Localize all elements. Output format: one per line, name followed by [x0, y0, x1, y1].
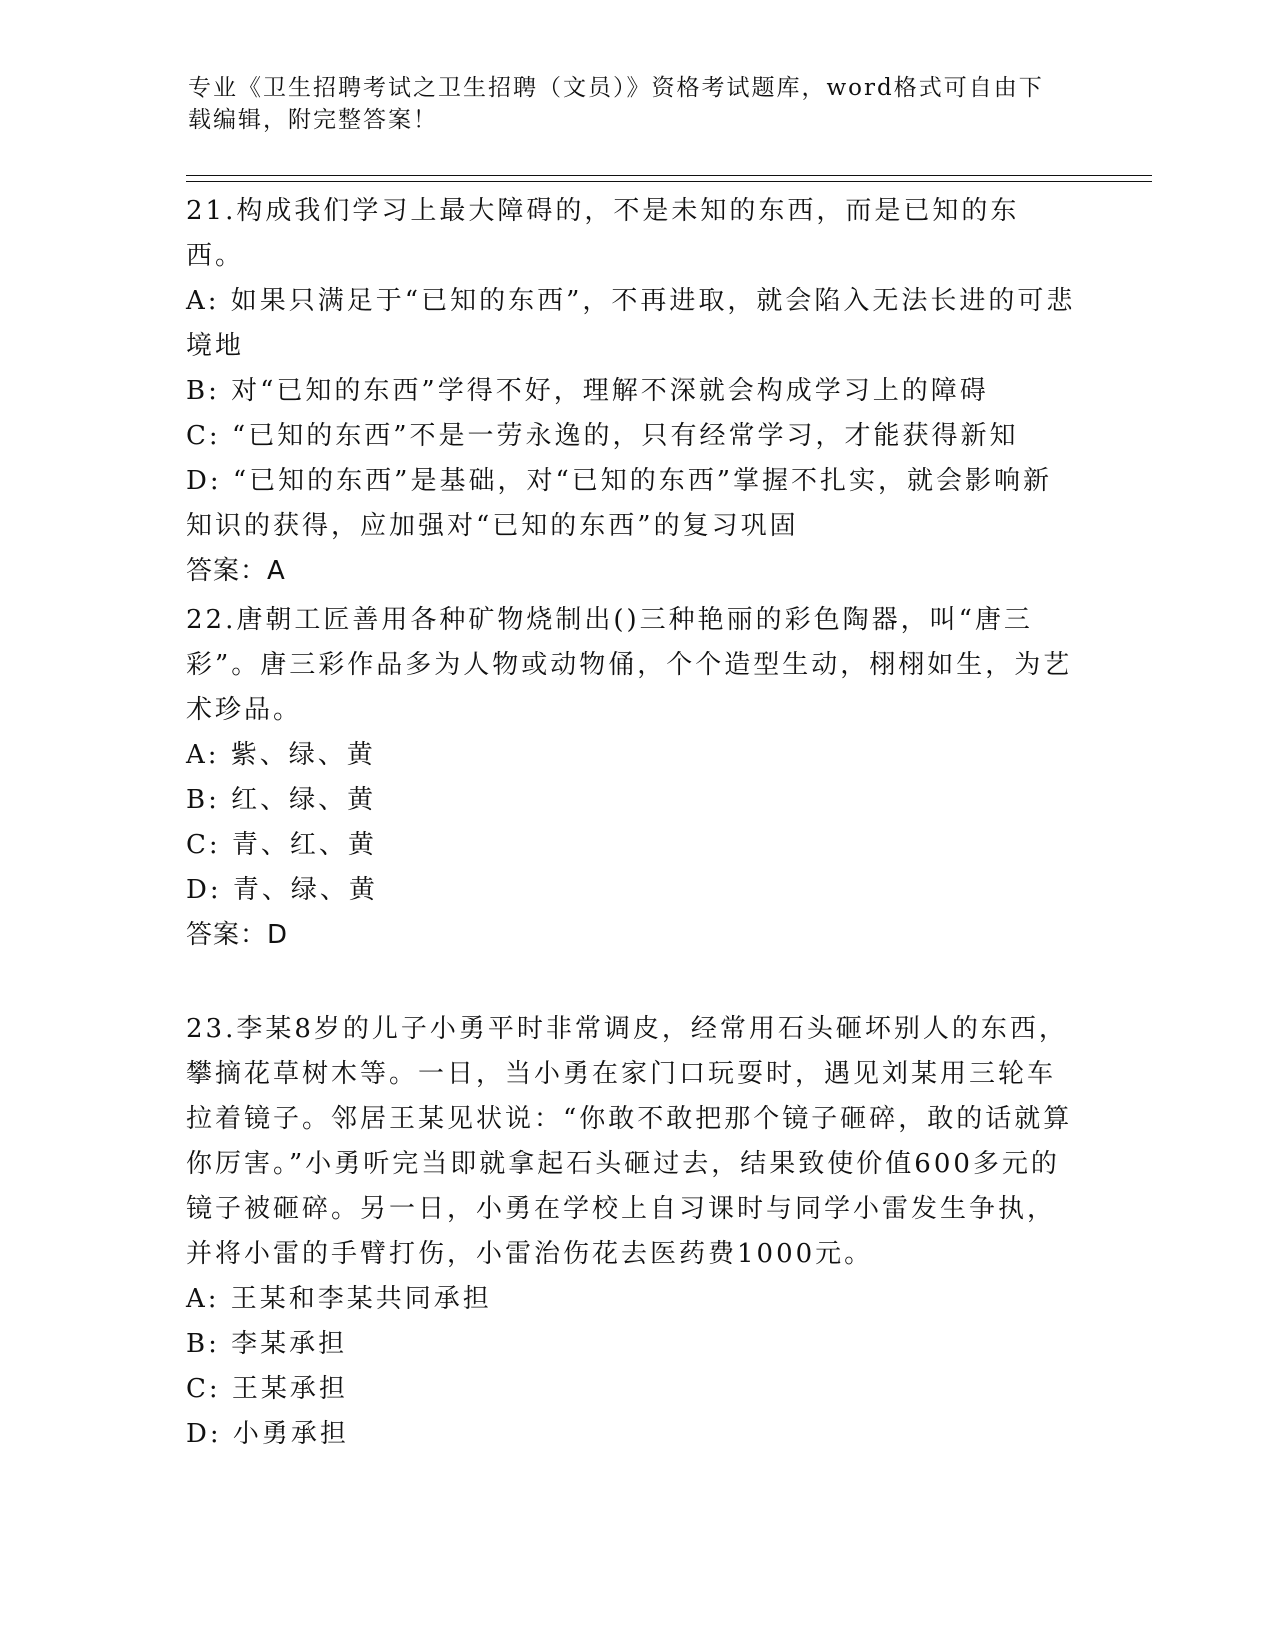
option-c: C: “已知的东西”不是一劳永逸的，只有经常学习，才能获得新知 [186, 421, 1019, 451]
question-21 [186, 189, 1076, 594]
option-b: B: 李某承担 [186, 1329, 348, 1359]
answer-line: 答案：A [186, 556, 286, 586]
option-d: D: 小勇承担 [186, 1419, 349, 1449]
option-c: C: 青、红、黄 [186, 830, 377, 860]
option-a: A: 王某和李某共同承担 [186, 1284, 492, 1314]
document-header: 专业《卫生招聘考试之卫生招聘（文员）》资格考试题库，word格式可自由下载编辑，附完整答案！ [188, 75, 1044, 133]
option-a: A: 紫、绿、黄 [186, 740, 376, 770]
option-d: D: “已知的东西”是基础，对“已知的东西”掌握不扎实，就会影响新知识的获得，应加强对“已知的东西”的复习巩固 [186, 466, 1053, 541]
option-d: D: 青、绿、黄 [186, 875, 378, 905]
answer-line: 答案：D [186, 920, 289, 950]
option-c: C: 王某承担 [186, 1374, 348, 1404]
question-stem: 21.构成我们学习上最大障碍的，不是未知的东西，而是已知的东西。 [186, 196, 1020, 271]
question-23 [186, 1007, 1076, 1457]
option-b: B: 红、绿、黄 [186, 785, 377, 815]
question-stem: 23.李某8岁的儿子小勇平时非常调皮，经常用石头砸坏别人的东西，攀摘花草树木等。一日，当小勇在家门口玩耍时，遇见刘某用三轮车拉着镜子。邻居王某见状说：“你敢不敢把那个镜子砸碎，敢的话就算你厉害。”小勇听完当即就拿起石头砸过去，结果致使价值600多元的镜子被砸碎。另一日，小勇在学校上自习课时与同学小雷发生争执，并将小雷的手臂打伤，小雷治伤花去医药费1000元。 [186, 1014, 1073, 1269]
header-divider-top [186, 175, 1152, 176]
header-divider-bottom [186, 181, 1152, 182]
option-b: B: 对“已知的东西”学得不好，理解不深就会构成学习上的障碍 [186, 376, 989, 406]
option-a: A: 如果只满足于“已知的东西”，不再进取，就会陷入无法长进的可悲境地 [186, 286, 1076, 361]
question-stem: 22.唐朝工匠善用各种矿物烧制出()三种艳丽的彩色陶器，叫“唐三彩”。唐三彩作品多为人物或动物俑，个个造型生动，栩栩如生，为艺术珍品。 [186, 605, 1073, 725]
question-22 [186, 598, 1076, 958]
